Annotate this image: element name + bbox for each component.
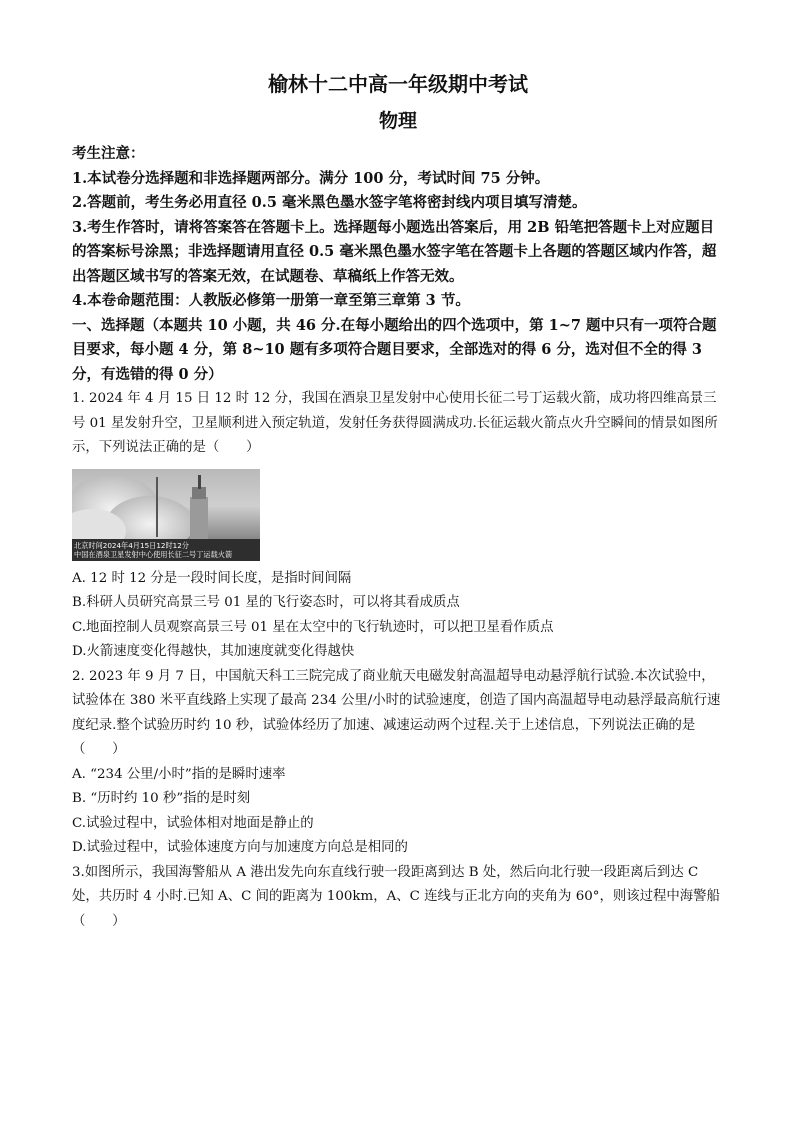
notice-item-2: 2.答题前，考生务必用直径 0.5 毫米黑色墨水签字笔将密封线内项目填写清楚。 bbox=[72, 194, 587, 211]
notice-item-3: 3.考生作答时，请将答案答在答题卡上。选择题每小题选出答案后，用 2B 铅笔把答题卡上对应题目的答案标号涂黑；非选择题请用直径 0.5 毫米黑色墨水签字笔在答题卡上各题的答题区域内作答，超出答题区域书写的答案无效，在试题卷、草稿纸上作答无效。 bbox=[72, 218, 717, 285]
exam-subject: 物理 bbox=[378, 110, 417, 132]
question-3-stem: 3.如图所示，我国海警船从 A 港出发先向东直线行驶一段距离到达 B 处，然后向北行驶一段距离后到达 C 处，共历时 4 小时.已知 A、C 间的距离为 100km，A、C 连线与正北方向的夹角为 60°，则该过程中海警船（ ） bbox=[72, 864, 720, 929]
exam-title: 榆林十二中高一年级期中考试 bbox=[268, 72, 528, 96]
notice-item-1: 1.本试卷分选择题和非选择题两部分。满分 100 分，考试时间 75 分钟。 bbox=[72, 169, 550, 187]
notice-item-4: 4.本卷命题范围：人教版必修第一册第一章至第三章第 3 节。 bbox=[72, 292, 470, 309]
question-1-stem: 1. 2024 年 4 月 15 日 12 时 12 分，我国在酒泉卫星发射中心使用长征二号丁运载火箭，成功将四维高景三号 01 星发射升空，卫星顺利进入预定轨道，发射任务获得圆满成功.长征运载火箭点火升空瞬间的情景如图所示，下列说法正确的是（ ） bbox=[72, 391, 718, 455]
notice-heading: 考生注意： bbox=[72, 145, 145, 162]
question-2-stem: 2. 2023 年 9 月 7 日，中国航天科工三院完成了商业航天电磁发射高温超导电动悬浮航行试验.本次试验中，试验体在 380 米平直线路上实现了最高 234 公里/小时的试验速度，创造了国内高温超导电动悬浮最高航行速度纪录.整个试验历时约 10 秒，试验体经历了加速、减速运动两个过程.关于上述信息，下列说法正确的是（ ） bbox=[72, 668, 721, 757]
section-heading-choice: 一、选择题（本题共 10 小题，共 46 分.在每小题给出的四个选项中，第 1~7 题中只有一项符合题目要求，每小题 4 分，第 8~10 题有多项符合题目要求，全部选对的得 6 分，选对但不全的得 3 分，有选错的得 0 分） bbox=[72, 316, 717, 383]
rocket-launch-photo bbox=[72, 469, 260, 561]
question-1-option-a: A. 12 时 12 分是一段时间长度，是指时间间隔 bbox=[72, 570, 352, 586]
question-1-option-d: D.火箭速度变化得越快，其加速度就变化得越快 bbox=[72, 644, 355, 659]
question-2-option-a: A. “234 公里/小时”指的是瞬时速率 bbox=[72, 766, 286, 782]
exam-page bbox=[72, 70, 724, 934]
question-1-option-c: C.地面控制人员观察高景三号 01 星在太空中的飞行轨迹时，可以把卫星看作质点 bbox=[72, 619, 554, 635]
question-1-option-b: B.科研人员研究高景三号 01 星的飞行姿态时，可以将其看成质点 bbox=[72, 595, 460, 610]
photo-caption-line2: 中国在酒泉卫星发射中心使用长征二号丁运载火箭 bbox=[74, 549, 233, 559]
question-2-option-c: C.试验过程中，试验体相对地面是静止的 bbox=[72, 815, 314, 831]
question-2-option-d: D.试验过程中，试验体速度方向与加速度方向总是相同的 bbox=[72, 840, 408, 855]
question-2-option-b: B. “历时约 10 秒”指的是时刻 bbox=[72, 791, 251, 806]
photo-caption-line1: 北京时间2024年4月15日12时12分 bbox=[74, 540, 189, 550]
